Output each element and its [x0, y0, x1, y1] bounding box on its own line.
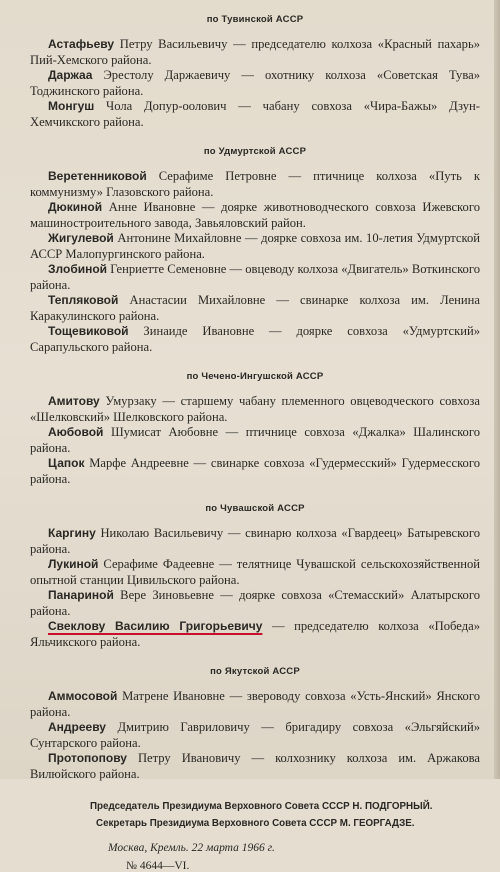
recipient-surname: Аммосовой: [48, 689, 118, 703]
recipient-details: Эрестолу Даржаевичу — охотнику колхоза «Советская Тува» Тоджинского района.: [30, 68, 480, 98]
recipient-details: Генриетте Семеновне — овцеводу колхоза «Двигатель» Воткинского района.: [30, 262, 480, 292]
award-entry: [30, 394, 480, 425]
recipient-details: Антонине Михайловне — доярке совхоза им. 10-летия Удмуртской АССР Малопургинского района.: [30, 231, 480, 261]
highlighted-entry: [30, 619, 480, 650]
recipient-details: Петру Ивановичу — колхознику колхоза им. Аржакова Вилюйского района.: [30, 751, 480, 781]
place-date: Москва, Кремль. 22 марта 1966 г.: [108, 842, 275, 854]
award-entry: [30, 588, 480, 619]
section-title: по Якутской АССР: [210, 666, 300, 677]
recipient-surname: Тощевиковой: [48, 324, 129, 338]
recipient-surname: Веретенниковой: [48, 169, 147, 183]
recipient-details: Серафиме Фадеевне — телятнице Чувашской сельскохозяйственной опытной станции Цивильского района.: [30, 557, 480, 587]
recipient-surname: Каргину: [48, 526, 96, 540]
recipient-details: Матрене Ивановне — звероводу совхоза «Усть-Янский» Янского района.: [30, 689, 480, 719]
recipient-surname: Лукиной: [48, 557, 99, 571]
recipient-details: Петру Васильевичу — председателю колхоза «Красный пахарь» Пий-Хемского района.: [30, 37, 480, 67]
section-title: по Чечено-Ингушской АССР: [186, 371, 324, 382]
award-entry: [30, 68, 480, 99]
secretary-signature: Секретарь Президиума Верховного Совета СССР М. ГЕОРГАДЗЕ.: [96, 818, 415, 829]
award-entry: [30, 456, 480, 487]
award-entry: [30, 169, 480, 200]
recipient-surname: Амитову: [48, 394, 100, 408]
recipient-surname: Протопопову: [48, 751, 127, 765]
document-number: № 4644—VI.: [126, 860, 190, 872]
award-entry: [30, 324, 480, 355]
recipient-surname: Даржаа: [48, 68, 93, 82]
award-entry: [30, 231, 480, 262]
award-entry: [30, 720, 480, 751]
recipient-details: Чола Допур-оолович — чабану совхоза «Чира-Бажы» Дзун-Хемчикского района.: [30, 99, 480, 129]
recipient-details: — председателю колхоза «Победа» Яльчикского района.: [30, 619, 480, 649]
award-entry: [30, 425, 480, 456]
recipient-surname: Дюкиной: [48, 200, 103, 214]
recipient-surname: Тепляковой: [48, 293, 119, 307]
recipient-details: Николаю Васильевичу — свинарю колхоза «Гвардеец» Батыревского района.: [30, 526, 480, 556]
award-entry: [30, 200, 480, 231]
chair-signature: Председатель Президиума Верховного Совета СССР Н. ПОДГОРНЫЙ.: [90, 801, 433, 812]
recipient-details: Вере Зиновьевне — доярке совхоза «Стемасский» Алатырского района.: [30, 588, 480, 618]
recipient-details: Марфе Андреевне — свинарке совхоза «Гудермесский» Гудермесского района.: [30, 456, 480, 486]
award-entry: [30, 751, 480, 782]
award-entry: [30, 557, 480, 588]
award-entry: [30, 293, 480, 324]
award-list: [30, 14, 480, 782]
section-entries: [30, 689, 480, 782]
section-title: по Удмуртской АССР: [203, 146, 307, 157]
recipient-surname: Цапок: [48, 456, 85, 470]
recipient-surname: Жигулевой: [48, 231, 114, 245]
section-title: по Чувашской АССР: [205, 503, 305, 514]
section-entries: [30, 526, 480, 650]
recipient-details: Шумисат Аюбовне — птичнице совхоза «Джалка» Шалинского района.: [30, 425, 480, 455]
award-entry: [30, 689, 480, 720]
section-entries: [30, 394, 480, 487]
section-entries: [30, 169, 480, 355]
award-entry: [30, 526, 480, 557]
recipient-details: Зинаиде Ивановне — доярке совхоза «Удмуртский» Сарапульского района.: [30, 324, 480, 354]
recipient-details: Умурзаку — старшему чабану племенного овцеводческого совхоза «Шелковский» Шелковского района.: [30, 394, 480, 424]
award-entry: [30, 262, 480, 293]
recipient-details: Анастасии Михайловне — свинарке колхоза им. Ленина Каракулинского района.: [30, 293, 480, 323]
recipient-surname: Андрееву: [48, 720, 106, 734]
recipient-details: Дмитрию Гавриловичу — бригадиру совхоза «Эльгяйский» Сунтарского района.: [30, 720, 480, 750]
book-spine-edge: [494, 0, 500, 779]
recipient-surname: Злобиной: [48, 262, 108, 276]
signature-block: [30, 798, 480, 832]
recipient-details: Серафиме Петровне — птичнице колхоза «Путь к коммунизму» Глазовского района.: [30, 169, 480, 199]
recipient-surname: Свеклову Василию Григорьевичу: [48, 619, 263, 633]
recipient-surname: Панариной: [48, 588, 114, 602]
recipient-surname: Аюбовой: [48, 425, 104, 439]
section-title: по Тувинской АССР: [206, 14, 304, 25]
section-entries: [30, 37, 480, 130]
recipient-surname: Астафьеву: [48, 37, 115, 51]
recipient-details: Анне Ивановне — доярке животноводческого совхоза Ижевского машиностроительного завода, Завьяловский район.: [30, 200, 480, 230]
award-entry: [30, 37, 480, 68]
recipient-surname: Монгуш: [48, 99, 95, 113]
award-entry: [30, 99, 480, 130]
